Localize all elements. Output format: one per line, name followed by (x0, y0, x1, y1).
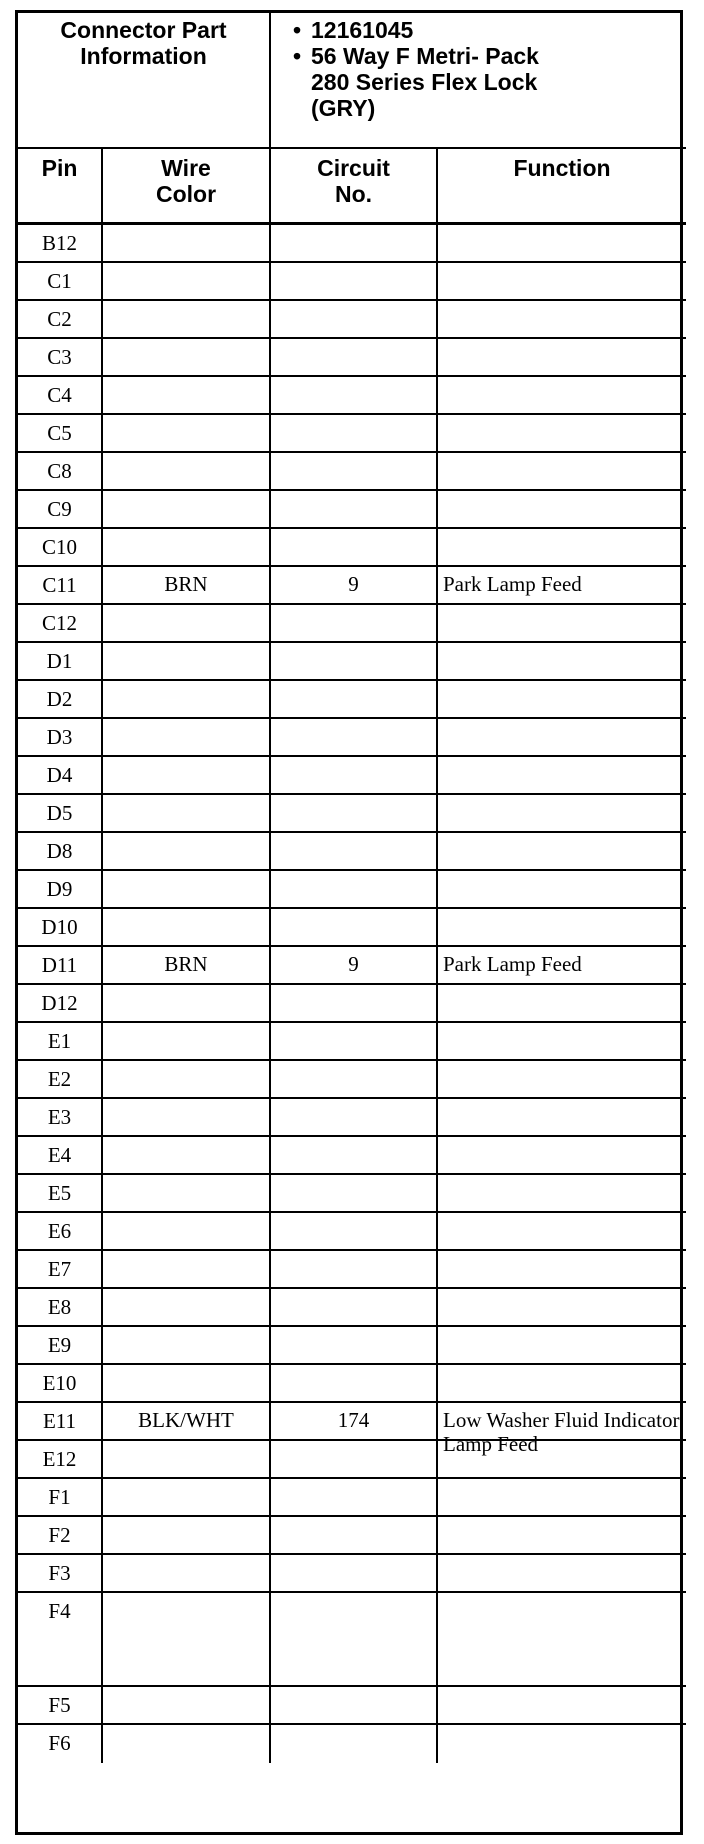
wire-color-cell (103, 529, 271, 567)
wire-color-cell (103, 1099, 271, 1137)
circuit-number-cell (271, 1327, 438, 1365)
header-pin (18, 149, 103, 225)
wire-color-cell (103, 301, 271, 339)
function-cell (438, 491, 686, 529)
connector-part-number: • 12161045 (311, 17, 686, 43)
connector-color: (GRY) (311, 95, 376, 121)
wire-color-cell (103, 1517, 271, 1555)
pin-cell: C10 (18, 529, 103, 567)
function-cell (438, 757, 686, 795)
circuit-number-cell (271, 263, 438, 301)
circuit-number-cell (271, 1593, 438, 1687)
pin-cell: D2 (18, 681, 103, 719)
wire-color-cell (103, 377, 271, 415)
wire-color-cell (103, 491, 271, 529)
pin-cell: E4 (18, 1137, 103, 1175)
function-cell (438, 377, 686, 415)
circuit-number-cell (271, 1555, 438, 1593)
circuit-number-cell (271, 1365, 438, 1403)
circuit-number-cell (271, 339, 438, 377)
pin-cell: D11 (18, 947, 103, 985)
pin-cell: E12 (18, 1441, 103, 1479)
function-cell (438, 1213, 686, 1251)
pin-cell: D12 (18, 985, 103, 1023)
circuit-number-cell: 174 (271, 1403, 438, 1441)
pin-cell: C3 (18, 339, 103, 377)
wire-color-cell (103, 1593, 271, 1687)
circuit-number-cell (271, 1175, 438, 1213)
circuit-number-cell (271, 1099, 438, 1137)
pin-cell: D5 (18, 795, 103, 833)
wire-color-cell (103, 453, 271, 491)
circuit-number-cell: 9 (271, 947, 438, 985)
function-cell: Park Lamp Feed (438, 947, 686, 985)
function-cell (438, 263, 686, 301)
function-cell (438, 1061, 686, 1099)
circuit-number-cell (271, 377, 438, 415)
wire-color-cell (103, 605, 271, 643)
wire-color-cell (103, 339, 271, 377)
circuit-number-cell (271, 1023, 438, 1061)
header-circuit-no-line: Circuit (317, 155, 390, 181)
pin-cell: F3 (18, 1555, 103, 1593)
wire-color-cell (103, 985, 271, 1023)
function-cell (438, 1175, 686, 1213)
circuit-number-cell (271, 529, 438, 567)
connector-part-information-value (271, 13, 686, 149)
wire-color-cell: BLK/WHT (103, 1403, 271, 1441)
wire-color-cell (103, 225, 271, 263)
wire-color-cell (103, 1137, 271, 1175)
pin-cell: F5 (18, 1687, 103, 1725)
function-cell (438, 795, 686, 833)
function-cell (438, 225, 686, 263)
header-wire-color (103, 149, 271, 225)
function-cell (438, 1725, 686, 1763)
circuit-number-cell (271, 719, 438, 757)
pin-cell: F4 (18, 1593, 103, 1687)
wire-color-cell (103, 681, 271, 719)
wire-color-cell (103, 1289, 271, 1327)
circuit-number-cell (271, 643, 438, 681)
wire-color-cell (103, 1479, 271, 1517)
wire-color-cell (103, 1365, 271, 1403)
function-cell (438, 301, 686, 339)
function-cell: Park Lamp Feed (438, 567, 686, 605)
pin-cell: F1 (18, 1479, 103, 1517)
pin-cell: C1 (18, 263, 103, 301)
circuit-number-cell (271, 1441, 438, 1479)
wire-color-cell (103, 415, 271, 453)
circuit-number-cell (271, 681, 438, 719)
pin-cell: D9 (18, 871, 103, 909)
wire-color-cell (103, 263, 271, 301)
function-cell (438, 871, 686, 909)
function-cell (438, 415, 686, 453)
function-cell (438, 681, 686, 719)
wire-color-cell (103, 1213, 271, 1251)
function-cell (438, 1137, 686, 1175)
circuit-number-cell (271, 871, 438, 909)
circuit-number-cell (271, 225, 438, 263)
wire-color-cell (103, 1555, 271, 1593)
pin-cell: D10 (18, 909, 103, 947)
wire-color-cell (103, 1687, 271, 1725)
function-cell (438, 339, 686, 377)
wire-color-cell (103, 795, 271, 833)
header-wire-color-line: Color (155, 181, 217, 207)
pin-cell: C4 (18, 377, 103, 415)
function-cell (438, 643, 686, 681)
pin-cell: E9 (18, 1327, 103, 1365)
pin-cell: C2 (18, 301, 103, 339)
circuit-number-cell (271, 985, 438, 1023)
function-cell (438, 833, 686, 871)
wire-color-cell (103, 1327, 271, 1365)
pin-cell: B12 (18, 225, 103, 263)
pin-cell: E10 (18, 1365, 103, 1403)
circuit-number-cell (271, 757, 438, 795)
wire-color-cell (103, 1441, 271, 1479)
pin-cell: D3 (18, 719, 103, 757)
function-cell: Low Washer Fluid Indicator Lamp Feed (438, 1403, 686, 1441)
wire-color-cell (103, 643, 271, 681)
function-cell (438, 1441, 686, 1479)
header-function (438, 149, 686, 225)
header-pin-text: Pin (41, 155, 78, 181)
circuit-number-cell (271, 833, 438, 871)
pin-cell: D8 (18, 833, 103, 871)
pin-cell: E1 (18, 1023, 103, 1061)
header-wire-color-line: Wire (161, 155, 211, 181)
pin-cell: D1 (18, 643, 103, 681)
function-cell (438, 1555, 686, 1593)
pin-cell: E8 (18, 1289, 103, 1327)
function-cell (438, 529, 686, 567)
pin-cell: E2 (18, 1061, 103, 1099)
function-cell (438, 453, 686, 491)
pin-cell: E3 (18, 1099, 103, 1137)
info-label-line: Connector Part (60, 17, 227, 43)
circuit-number-cell (271, 1289, 438, 1327)
circuit-number-cell: 9 (271, 567, 438, 605)
wire-color-cell (103, 757, 271, 795)
pin-cell: E7 (18, 1251, 103, 1289)
function-cell (438, 1023, 686, 1061)
circuit-number-cell (271, 1517, 438, 1555)
function-cell (438, 1365, 686, 1403)
circuit-number-cell (271, 1137, 438, 1175)
function-cell (438, 1099, 686, 1137)
connector-pinout-table (15, 10, 683, 1835)
circuit-number-cell (271, 453, 438, 491)
wire-color-cell (103, 909, 271, 947)
function-cell (438, 1593, 686, 1687)
wire-color-cell: BRN (103, 567, 271, 605)
circuit-number-cell (271, 605, 438, 643)
wire-color-cell (103, 833, 271, 871)
function-cell (438, 985, 686, 1023)
circuit-number-cell (271, 1251, 438, 1289)
wire-color-cell (103, 871, 271, 909)
function-cell (438, 909, 686, 947)
wire-color-cell: BRN (103, 947, 271, 985)
wire-color-cell (103, 1023, 271, 1061)
pin-cell: E6 (18, 1213, 103, 1251)
function-cell (438, 1327, 686, 1365)
wire-color-cell (103, 1725, 271, 1763)
function-cell (438, 1479, 686, 1517)
info-label-line: Information (80, 43, 207, 69)
wire-color-cell (103, 719, 271, 757)
pin-cell: C8 (18, 453, 103, 491)
circuit-number-cell (271, 795, 438, 833)
circuit-number-cell (271, 909, 438, 947)
connector-part-information-label (18, 13, 271, 149)
circuit-number-cell (271, 415, 438, 453)
pin-cell: F2 (18, 1517, 103, 1555)
wire-color-cell (103, 1061, 271, 1099)
function-cell (438, 1517, 686, 1555)
circuit-number-cell (271, 1479, 438, 1517)
circuit-number-cell (271, 1687, 438, 1725)
function-cell (438, 605, 686, 643)
pin-cell: F6 (18, 1725, 103, 1763)
circuit-number-cell (271, 1725, 438, 1763)
circuit-number-cell (271, 491, 438, 529)
circuit-number-cell (271, 1061, 438, 1099)
header-function-text: Function (513, 155, 611, 181)
function-cell (438, 1687, 686, 1725)
pin-cell: D4 (18, 757, 103, 795)
pin-cell: C9 (18, 491, 103, 529)
connector-description-cont: 280 Series Flex Lock (311, 69, 538, 95)
pin-cell: E5 (18, 1175, 103, 1213)
connector-description: • 56 Way F Metri- Pack (311, 43, 686, 69)
function-cell (438, 1289, 686, 1327)
header-circuit-no-line: No. (334, 181, 373, 207)
circuit-number-cell (271, 1213, 438, 1251)
function-cell (438, 719, 686, 757)
pin-cell: E11 (18, 1403, 103, 1441)
header-circuit-no (271, 149, 438, 225)
pin-cell: C12 (18, 605, 103, 643)
function-cell (438, 1251, 686, 1289)
wire-color-cell (103, 1251, 271, 1289)
wire-color-cell (103, 1175, 271, 1213)
circuit-number-cell (271, 301, 438, 339)
pin-cell: C5 (18, 415, 103, 453)
pin-cell: C11 (18, 567, 103, 605)
